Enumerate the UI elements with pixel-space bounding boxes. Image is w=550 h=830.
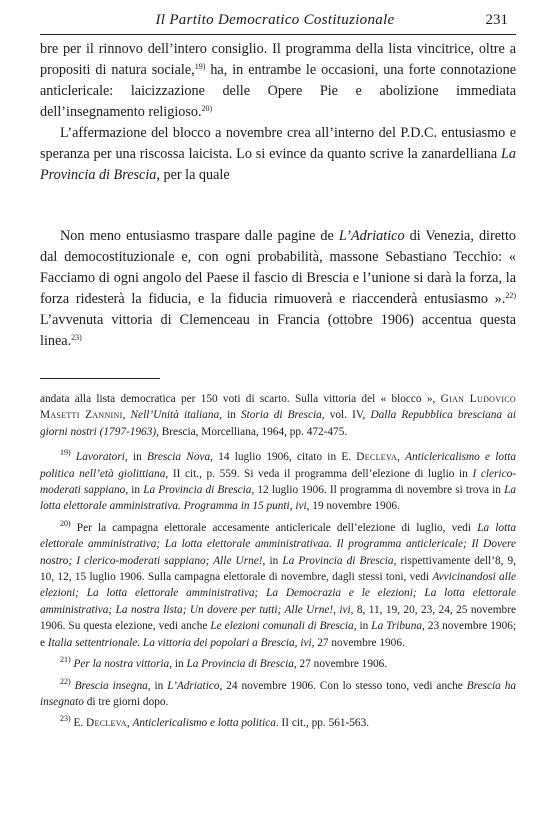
work-title: Per la nostra vittoria bbox=[70, 658, 170, 671]
footnote-number: 19) bbox=[60, 448, 71, 458]
footnote-separator bbox=[40, 378, 160, 379]
text-run: Per la campagna elettorale accesamente anticlericale dell’elezione di luglio, vedi bbox=[70, 521, 478, 534]
work-title: ivi bbox=[295, 500, 307, 513]
text-run: , 27 novembre 1906. bbox=[311, 636, 405, 649]
paragraph-2 bbox=[40, 123, 516, 186]
work-title: Nell’Unità italiana bbox=[130, 409, 220, 422]
text-run: , in bbox=[124, 451, 147, 464]
author-name: Gian Ludovico Masetti Zannini bbox=[40, 393, 516, 422]
text-run: , 12 luglio 1906. Il programma di novembre si trova in bbox=[251, 484, 505, 497]
text-run: L’avvenuta vittoria di Clemenceau in Francia (ottobre 1906) accentua questa linea. bbox=[40, 312, 516, 349]
work-title: I clerico-moderati sappiano bbox=[40, 467, 516, 497]
text-run: , 23 novembre 1906; e bbox=[40, 620, 517, 649]
page-number: 231 bbox=[485, 12, 508, 28]
footnote-ref-20[interactable]: 20) bbox=[201, 104, 213, 113]
paragraph-3 bbox=[40, 226, 516, 352]
text-run: , 24 novembre 1906. Con lo stesso tono, vedi anche bbox=[219, 679, 467, 692]
text-run: , in bbox=[353, 620, 372, 633]
header-rule bbox=[40, 34, 516, 35]
work-title: Anticlericalismo e lotta politica bbox=[132, 717, 276, 730]
text-run: , in bbox=[169, 658, 187, 671]
work-title: La Provincia di Brescia bbox=[186, 658, 294, 671]
footnote-22 bbox=[40, 678, 516, 711]
work-title: La Tribuna bbox=[371, 620, 423, 633]
footnote-ref-22[interactable]: 22) bbox=[505, 291, 516, 300]
newspaper-title: La Provincia di Brescia bbox=[40, 146, 516, 183]
newspaper-title: L’Adriatico bbox=[338, 228, 405, 244]
footnote-continuation bbox=[40, 391, 516, 440]
text-run: Non meno entusiasmo traspare dalle pagine de bbox=[60, 228, 339, 244]
work-title: Brescia insegna bbox=[70, 679, 148, 692]
text-run: , bbox=[289, 500, 296, 513]
running-title: Il Partito Democratico Costituzionale bbox=[155, 12, 395, 28]
footnote-ref-19[interactable]: 19) bbox=[194, 62, 206, 71]
text-run: , Brescia, Morcelliana, 1964, pp. 472-475. bbox=[156, 425, 348, 438]
footnote-number: 23) bbox=[60, 714, 71, 724]
author-name: Decleva bbox=[86, 717, 127, 730]
text-run: , 27 novembre 1906. bbox=[293, 658, 388, 671]
text-run: , in bbox=[147, 679, 168, 692]
work-title: La Provincia di Brescia bbox=[282, 554, 394, 567]
footnote-ref-23[interactable]: 23) bbox=[71, 333, 82, 342]
work-title: Lavoratori bbox=[70, 451, 125, 464]
text-run: di tre giorni dopo. bbox=[83, 695, 169, 708]
work-title: Le elezioni comunali di Brescia bbox=[210, 620, 354, 633]
work-title: Anticlericalismo e lotta politica nell’età giolittiana bbox=[40, 451, 517, 480]
work-title: L’Adriatico bbox=[167, 679, 220, 692]
text-run: andata alla lista democratica per 150 voti di scarto. Sulla vittoria del « blocco », bbox=[40, 393, 441, 405]
text-run: , bbox=[126, 717, 133, 730]
footnote-21 bbox=[40, 656, 516, 672]
footnote-20 bbox=[40, 520, 516, 651]
work-title: Italia settentrionale. La vittoria dei popolari a Brescia, ivi bbox=[47, 636, 312, 649]
text-run: , 19 novembre 1906. bbox=[306, 500, 400, 513]
text-run: ha, in entrambe le occasioni, una forte connotazione anticlericale: laicizzazione delle Opere Pie e abolizione immediata dell’insegnamento religioso. bbox=[40, 62, 516, 120]
text-run: , bbox=[122, 409, 131, 422]
footnote-number: 22) bbox=[60, 676, 71, 686]
work-title: Dalla Repubblica bresciana ai giorni nostri (1797-1963) bbox=[40, 409, 516, 438]
running-header bbox=[0, 12, 550, 34]
text-run: , vol. IV, bbox=[321, 409, 371, 422]
work-title: Brescia Nova bbox=[146, 451, 211, 464]
main-text bbox=[40, 39, 516, 737]
work-title: Storia di Brescia bbox=[241, 409, 322, 422]
text-run: , 14 luglio 1906, citato in E. bbox=[210, 451, 357, 464]
text-run: bre per il rinnovo dell’intero consiglio. Il programma della lista vincitrice, oltre a propositi di natura sociale, bbox=[40, 41, 516, 78]
footnote-23 bbox=[40, 715, 516, 731]
text-run: E. bbox=[70, 717, 87, 730]
work-title: La Provincia di Brescia bbox=[143, 484, 252, 497]
work-title: Avvicinandosi alle elezioni; La lotta elettorale amministrativa; La Democrazia e le elezioni; La lotta elettorale amministrativa; La nostra lista; Un dovere per tutti; Alle Urne!, ivi bbox=[40, 571, 516, 616]
text-run: , in bbox=[125, 484, 144, 497]
footnote-number: 20) bbox=[60, 518, 71, 528]
text-run: di Venezia, diretto dal democostituzionale e, con ogni probabilità, massone Sebastiano Tecchio: « Facciamo di ogni angolo del Paese il fascio di Brescia e l’unione si darà la forza, la forza ridesterà la fiducia, e la fiducia rimuoverà e riaccenderà entusiasmo ». bbox=[40, 228, 516, 307]
text-run: , in bbox=[219, 409, 241, 422]
text-run: . II cit., pp. 561-563. bbox=[275, 717, 370, 730]
work-title: Brescia ha insegnato bbox=[40, 679, 517, 708]
text-run: , II cit., p. 559. Si veda il programma dell’elezione di luglio in bbox=[165, 467, 473, 480]
text-run: , 8, 11, 19, 20, 23, 24, 25 novembre 1906. Su questa elezione, vedi anche bbox=[40, 603, 516, 633]
text-run: , in bbox=[262, 554, 283, 567]
text-run: , rispettivamente dell’8, 9, 10, 12, 15 luglio 1906. Sulla campagna elettorale di novembre, dagli stessi toni, vedi bbox=[40, 554, 516, 584]
footnote-number: 21) bbox=[60, 655, 71, 665]
spacer bbox=[40, 198, 516, 226]
author-name: Decleva bbox=[356, 451, 398, 464]
text-run: , bbox=[397, 451, 406, 464]
work-title: La lotta elettorale amministrativa. Programma in 15 punti bbox=[40, 484, 517, 513]
work-title: La lotta elettorale amministrativa; La lotta elettorale amministrativaa. Il programma anticlericale; Il Dovere nostro; I clerico-moderati sappiano; Alle Urne! bbox=[40, 521, 516, 567]
paragraph-1 bbox=[40, 39, 516, 123]
footnote-19 bbox=[40, 449, 516, 515]
text-run: , per la quale bbox=[156, 167, 230, 183]
text-run: L’affermazione del blocco a novembre crea all’interno del P.D.C. entusiasmo e speranza per una riscossa laicista. Lo si evince da quanto scrive la zanardelliana bbox=[40, 125, 516, 162]
